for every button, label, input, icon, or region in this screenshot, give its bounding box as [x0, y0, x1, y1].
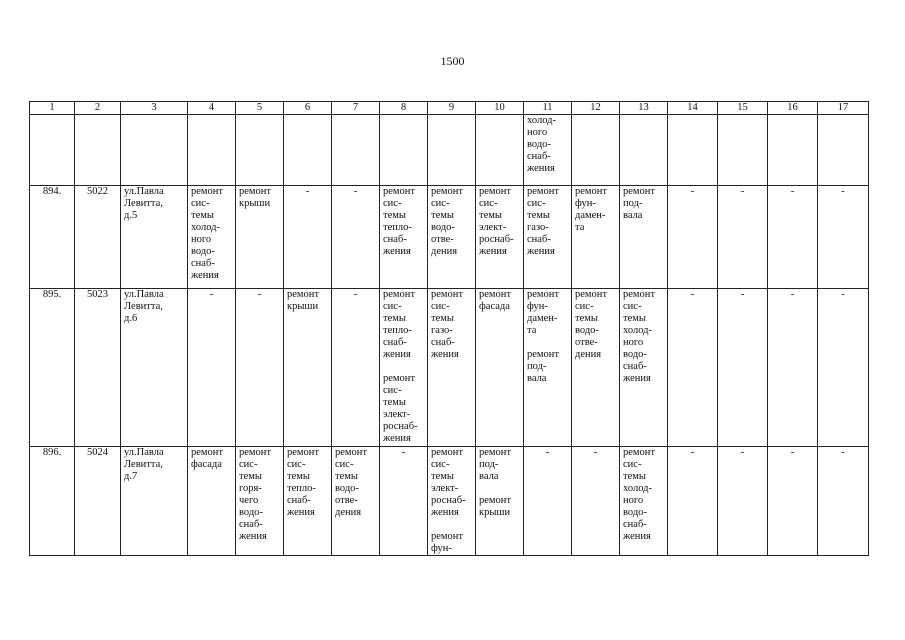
building-id: [75, 447, 121, 556]
work-item: -: [401, 447, 406, 458]
row-number: [30, 447, 75, 556]
work-item: ремонт сис- темы тепло- снаб- жения: [287, 447, 320, 518]
col-header: 1: [30, 102, 75, 115]
work-item: -: [353, 289, 358, 300]
work-item: -: [790, 289, 795, 300]
work-item: -: [740, 186, 745, 197]
work-item: холод- ного водо- снаб- жения: [527, 115, 556, 174]
work-cell: [284, 186, 332, 289]
work-cell: [818, 186, 869, 289]
work-item: -: [740, 447, 745, 458]
col-header: 17: [818, 102, 869, 115]
work-cell: [236, 289, 284, 447]
row-number: [30, 289, 75, 447]
work-cell: [668, 289, 718, 447]
cell: [476, 115, 524, 186]
work-item: 5023: [87, 289, 108, 300]
building-address: [121, 186, 188, 289]
work-cell: [524, 289, 572, 447]
work-item: ремонт сис- темы горя- чего водо- снаб- жения: [239, 447, 272, 542]
work-cell: [332, 447, 380, 556]
work-cell: [284, 289, 332, 447]
work-cell: [380, 289, 428, 447]
work-cell: [524, 447, 572, 556]
work-item: -: [257, 289, 262, 300]
work-item: -: [740, 289, 745, 300]
work-item: ремонт сис- темы элект- роснаб- жения: [479, 186, 514, 257]
column-number-row: [30, 102, 869, 115]
col-header: 16: [768, 102, 818, 115]
work-item: ремонт фун- дамен- та: [575, 186, 608, 233]
work-item: 5024: [87, 447, 108, 458]
cell: [524, 115, 572, 186]
work-item: ремонт под- вала: [623, 186, 656, 221]
work-cell: [380, 447, 428, 556]
cell: [668, 115, 718, 186]
cell: [818, 115, 869, 186]
cell: [428, 115, 476, 186]
col-header: 6: [284, 102, 332, 115]
work-item: ремонт сис- темы тепло- снаб- жения: [383, 289, 416, 360]
cell: [284, 115, 332, 186]
work-cell: [768, 186, 818, 289]
cell: [75, 115, 121, 186]
col-header: 7: [332, 102, 380, 115]
work-item: ремонт фун- дамен- та: [527, 289, 560, 336]
work-item: -: [305, 186, 310, 197]
continuation-row: [30, 115, 869, 186]
table-row: [30, 186, 869, 289]
building-address: [121, 289, 188, 447]
table-body: [30, 186, 869, 556]
work-cell: [380, 186, 428, 289]
work-item: ул.Павла Левитта, д.6: [124, 289, 164, 324]
work-cell: [718, 447, 768, 556]
work-cell: [476, 447, 524, 556]
work-cell: [668, 447, 718, 556]
work-item: ремонт сис- темы холод- ного водо- снаб- жения: [623, 447, 656, 542]
work-item: -: [690, 186, 695, 197]
work-item: ремонт сис- темы водо- отве- дения: [335, 447, 368, 518]
work-item: ремонт фун-: [431, 531, 464, 554]
col-header: 2: [75, 102, 121, 115]
work-item: 896.: [42, 447, 62, 458]
work-item: ремонт под- вала: [479, 447, 512, 482]
work-item: -: [841, 186, 845, 197]
work-cell: [428, 447, 476, 556]
building-id: [75, 289, 121, 447]
building-address: [121, 447, 188, 556]
col-header: 4: [188, 102, 236, 115]
work-item: ремонт сис- темы элект- роснаб- жения: [383, 373, 418, 444]
work-item: -: [545, 447, 550, 458]
work-item: -: [593, 447, 598, 458]
work-item: ул.Павла Левитта, д.7: [124, 447, 164, 482]
work-cell: [476, 186, 524, 289]
cell: [236, 115, 284, 186]
work-item: ремонт сис- темы водо- отве- дения: [431, 186, 464, 257]
work-cell: [768, 289, 818, 447]
work-cell: [188, 186, 236, 289]
col-header: 13: [620, 102, 668, 115]
work-item: -: [690, 447, 695, 458]
work-item: ремонт сис- темы элект- роснаб- жения: [431, 447, 466, 518]
work-cell: [524, 186, 572, 289]
table-row: [30, 447, 869, 556]
work-cell: [768, 447, 818, 556]
work-item: 895.: [42, 289, 62, 300]
col-header: 3: [121, 102, 188, 115]
work-item: -: [209, 289, 214, 300]
work-item: ремонт крыши: [287, 289, 320, 312]
work-cell: [188, 289, 236, 447]
cell: [188, 115, 236, 186]
work-item: ремонт сис- темы холод- ного водо- снаб- жения: [191, 186, 224, 281]
work-cell: [284, 447, 332, 556]
work-cell: [620, 447, 668, 556]
work-cell: [668, 186, 718, 289]
work-item: ремонт крыши: [479, 495, 512, 518]
work-cell: [236, 447, 284, 556]
work-item: ремонт фасада: [191, 447, 224, 470]
work-item: ремонт под- вала: [527, 349, 560, 384]
cell: [30, 115, 75, 186]
work-item: ул.Павла Левитта, д.5: [124, 186, 164, 221]
col-header: 15: [718, 102, 768, 115]
work-cell: [620, 289, 668, 447]
work-cell: [572, 289, 620, 447]
work-item: -: [790, 186, 795, 197]
col-header: 5: [236, 102, 284, 115]
work-item: -: [841, 447, 845, 458]
work-cell: [818, 447, 869, 556]
work-cell: [188, 447, 236, 556]
cell: [332, 115, 380, 186]
work-item: 5022: [87, 186, 108, 197]
repair-schedule-table: [29, 101, 869, 556]
work-item: ремонт сис- темы газо- снаб- жения: [431, 289, 464, 360]
work-cell: [620, 186, 668, 289]
work-item: ремонт крыши: [239, 186, 272, 209]
cell: [121, 115, 188, 186]
work-cell: [428, 186, 476, 289]
col-header: 10: [476, 102, 524, 115]
cell: [572, 115, 620, 186]
work-cell: [476, 289, 524, 447]
col-header: 8: [380, 102, 428, 115]
col-header: 9: [428, 102, 476, 115]
work-item: ремонт фасада: [479, 289, 512, 312]
table-row: [30, 289, 869, 447]
work-cell: [428, 289, 476, 447]
row-number: [30, 186, 75, 289]
work-cell: [718, 289, 768, 447]
work-cell: [572, 186, 620, 289]
work-cell: [572, 447, 620, 556]
work-item: ремонт сис- темы газо- снаб- жения: [527, 186, 560, 257]
col-header: 11: [524, 102, 572, 115]
work-item: ремонт сис- темы тепло- снаб- жения: [383, 186, 416, 257]
cell: [768, 115, 818, 186]
col-header: 14: [668, 102, 718, 115]
cell: [718, 115, 768, 186]
work-cell: [332, 186, 380, 289]
work-item: -: [790, 447, 795, 458]
cell: [380, 115, 428, 186]
cell: [620, 115, 668, 186]
work-item: -: [353, 186, 358, 197]
work-item: ремонт сис- темы водо- отве- дения: [575, 289, 608, 360]
work-item: -: [690, 289, 695, 300]
page-number: 1500: [440, 54, 465, 68]
work-cell: [718, 186, 768, 289]
work-item: -: [841, 289, 845, 300]
work-cell: [332, 289, 380, 447]
col-header: 12: [572, 102, 620, 115]
building-id: [75, 186, 121, 289]
work-cell: [236, 186, 284, 289]
work-item: ремонт сис- темы холод- ного водо- снаб- жения: [623, 289, 656, 384]
work-item: 894.: [42, 186, 62, 197]
work-cell: [818, 289, 869, 447]
